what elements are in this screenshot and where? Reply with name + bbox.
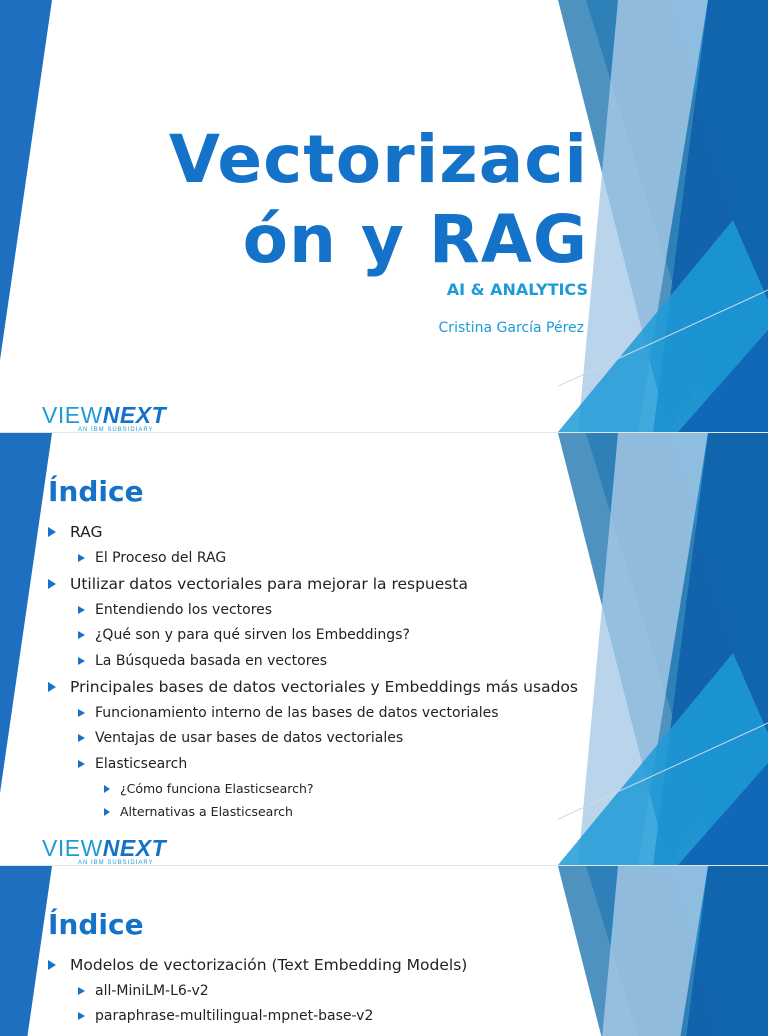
viewnext-logo: VIEWNEXT AN IBM SUBSIDIARY — [42, 402, 167, 432]
triangle-bullet-icon — [78, 734, 85, 742]
triangle-bullet-icon — [48, 682, 56, 692]
list-item: all-MiniLM-L6-v2 — [78, 979, 608, 1005]
triangle-bullet-icon — [78, 709, 85, 717]
title-slide — [0, 0, 768, 432]
list-item: La Búsqueda basada en vectores — [78, 649, 608, 675]
list-item: Principales bases de datos vectoriales y Embeddings más usados — [48, 674, 608, 701]
list-item: Elasticsearch — [78, 752, 608, 778]
slide-title: Índice — [48, 908, 144, 941]
triangle-bullet-icon — [48, 960, 56, 970]
list-item: Ventajas de usar bases de datos vectoriales — [78, 726, 608, 752]
triangle-bullet-icon — [104, 785, 110, 793]
triangle-bullet-icon — [78, 554, 85, 562]
list-item: El Proceso del RAG — [78, 546, 608, 572]
right-decorative-shapes — [558, 0, 768, 432]
list-item: ¿Qué son y para qué sirven los Embeddings? — [78, 623, 608, 649]
triangle-bullet-icon — [78, 760, 85, 768]
list-item: Entendiendo los vectores — [78, 598, 608, 624]
viewnext-logo: VIEWNEXT AN IBM SUBSIDIARY — [42, 835, 167, 865]
list-item: Funcionamiento interno de las bases de datos vectoriales — [78, 701, 608, 727]
triangle-bullet-icon — [78, 631, 85, 639]
index-list — [48, 952, 608, 1030]
index-slide-2 — [0, 866, 768, 1036]
triangle-bullet-icon — [78, 606, 85, 614]
triangle-bullet-icon — [78, 1012, 85, 1020]
slide-subtitle: AI & ANALYTICS — [446, 280, 588, 299]
triangle-bullet-icon — [78, 987, 85, 995]
index-list — [48, 519, 608, 823]
list-item: Utilizar datos vectoriales para mejorar la respuesta — [48, 571, 608, 598]
author-name: Cristina García Pérez — [438, 320, 584, 336]
slide-title: Índice — [48, 475, 144, 508]
list-item: paraphrase-multilingual-mpnet-base-v2 — [78, 1004, 608, 1030]
triangle-bullet-icon — [48, 579, 56, 589]
list-item: Alternativas a Elasticsearch — [104, 800, 608, 823]
list-item: RAG — [48, 519, 608, 546]
list-item: ¿Cómo funciona Elasticsearch? — [104, 777, 608, 800]
list-item: Modelos de vectorización (Text Embedding Models) — [48, 952, 608, 979]
triangle-bullet-icon — [104, 808, 110, 816]
triangle-bullet-icon — [78, 657, 85, 665]
left-accent-shape — [0, 0, 60, 432]
slide-title: Vectorizaci ón y RAG — [168, 121, 588, 278]
triangle-bullet-icon — [48, 527, 56, 537]
index-slide-1 — [0, 433, 768, 865]
